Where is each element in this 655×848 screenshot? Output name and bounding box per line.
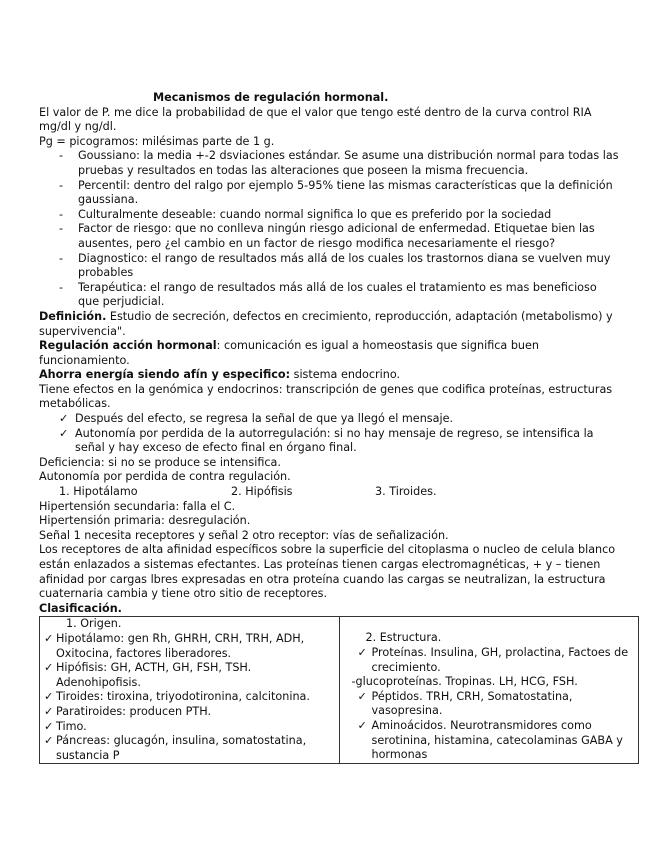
ahorra-paragraph [39, 368, 619, 383]
hipertension-secundaria: Hipertensión secundaria: falla el C. [39, 499, 236, 513]
ahorra-text: sistema endocrino. [290, 368, 401, 382]
regulacion-text: : comunicación es igual a homeostasis que significa buen funcionamiento. [39, 339, 539, 367]
list-item: - Diagnostico: el rango de resultados más allá de los cuales los trastornos diana se vuelven muy probables [39, 252, 619, 281]
list-item: ✓ Hipotálamo: gen Rh, GHRH, CRH, TRH, ADH, Oxitocina, factores liberadores. [44, 632, 335, 661]
structure-header: 2. Estructura. [365, 631, 442, 645]
classification-table [39, 616, 639, 764]
list-item: ✓ Aminoácidos. Neurotransmidores como serotinina, histamina, catecolaminas GABA y hormonas [344, 719, 635, 763]
deficiencia-line: Deficiencia: si no se produce se intensifica. [39, 455, 281, 469]
definicion-label: Definición. [39, 309, 107, 323]
list-item: - Percentil: dentro del ralgo por ejemplo 5-95% tiene las mismas características que la definición gaussiana. [39, 179, 619, 208]
list-item: - Culturalmente deseable: cuando normal significa lo que es preferido por la sociedad [39, 208, 619, 223]
origin-list [44, 632, 335, 763]
origin-column [40, 617, 340, 764]
origin-header: 1. Origen. [66, 617, 122, 631]
clasificacion-heading: Clasificación. [39, 601, 122, 615]
list-item: ✓ Tiroides: tiroxina, triyodotironina, calcitonina. [44, 690, 335, 705]
organ-numbered-list [39, 485, 619, 500]
autonomia-line: Autonomía por perdida de contra regulación. [39, 470, 291, 484]
definicion-text: Estudio de secreción, defectos en crecimiento, reproducción, adaptación (metabolismo) y supervivencia". [39, 309, 613, 338]
list-item: ✓ Después del efecto, se regresa la señal de que ya llegó el mensaje. [39, 412, 619, 427]
list-item: ✓ Hipófisis: GH, ACTH, GH, FSH, TSH. Adenohipofisis. [44, 661, 335, 690]
list-item: ✓ Proteínas. Insulina, GH, prolactina, Factoes de crecimiento. [344, 646, 635, 675]
intro-picogramos: Pg = picogramos: milésimas parte de 1 g. [39, 134, 275, 148]
regulacion-paragraph [39, 339, 619, 368]
glucoproteinas-note: -glucoproteínas. Tropinas. LH, HCG, FSH. [351, 675, 578, 689]
structure-column [339, 617, 639, 764]
page-title: Mecanismos de regulación hormonal. [153, 91, 389, 104]
regulacion-label: Regulación acción hormonal [39, 339, 217, 353]
list-item: - Goussiano: la media +-2 dsviaciones estándar. Se asume una distribución normal para todas las pruebas y resultados en todas las alteraciones que poseen la misma frecuencia. [39, 149, 619, 178]
list-item: - Factor de riesgo: que no conlleva ningún riesgo adicional de enfermedad. Etiquetae bien las ausentes, pero ¿el cambio en un factor de riesgo modifica necesariamente el riesgo? [39, 222, 619, 251]
document-page [39, 91, 629, 764]
ahorra-label: Ahorra energía siendo afín y especifico: [39, 368, 291, 382]
normality-criteria-list [39, 149, 619, 310]
list-item: ✓ Autonomía por perdida de la autorregulación: si no hay mensaje de regreso, se intensifica la señal y hay exceso de efecto final en órgano final. [39, 427, 619, 456]
list-item: 1. Hipotálamo [59, 485, 138, 499]
hipertension-primaria: Hipertensión primaria: desregulación. [39, 514, 251, 528]
list-item: 2. Hipófisis [231, 485, 293, 499]
senal-line: Señal 1 necesita receptores y señal 2 otro receptor: vías de señalización. [39, 528, 449, 542]
list-item: ✓ Timo. [44, 720, 335, 735]
definicion-paragraph [39, 310, 619, 339]
list-item: - Terapéutica: el rango de resultados más allá de los cuales el tratamiento es mas beneficioso que perjudicial. [39, 281, 619, 310]
efectos-paragraph: Tiene efectos en la genómica y endocrinos: transcripción de genes que codifica proteínas, estructuras metabólicas. [39, 382, 613, 411]
list-item: ✓ Páncreas: glucagón, insulina, somatostatina, sustancia P [44, 734, 335, 763]
structure-list-b [344, 690, 635, 763]
structure-list-a [344, 646, 635, 675]
list-item: ✓ Paratiroides: producen PTH. [44, 705, 335, 720]
feedback-check-list [39, 412, 619, 456]
receptores-paragraph: Los receptores de alta afinidad específicos sobre la superficie del citoplasma o nucleo de celula blanco están enlazados a sistemas efectantes. Las proteínas tienen cargas electromagnéticas, + y – tienen afinidad por cargas lbres expresadas en otra proteína cuando las cargas se neutralizan, la estructura cuaternaria cambia y tiene otro sitio de receptores. [39, 543, 616, 601]
list-item: 3. Tiroides. [375, 485, 437, 499]
list-item: ✓ Péptidos. TRH, CRH, Somatostatina, vasopresina. [344, 690, 635, 719]
intro-p-value: El valor de P. me dice la probabilidad de que el valor que tengo esté dentro de la curva control RIA mg/dl y ng/dl. [39, 105, 592, 134]
